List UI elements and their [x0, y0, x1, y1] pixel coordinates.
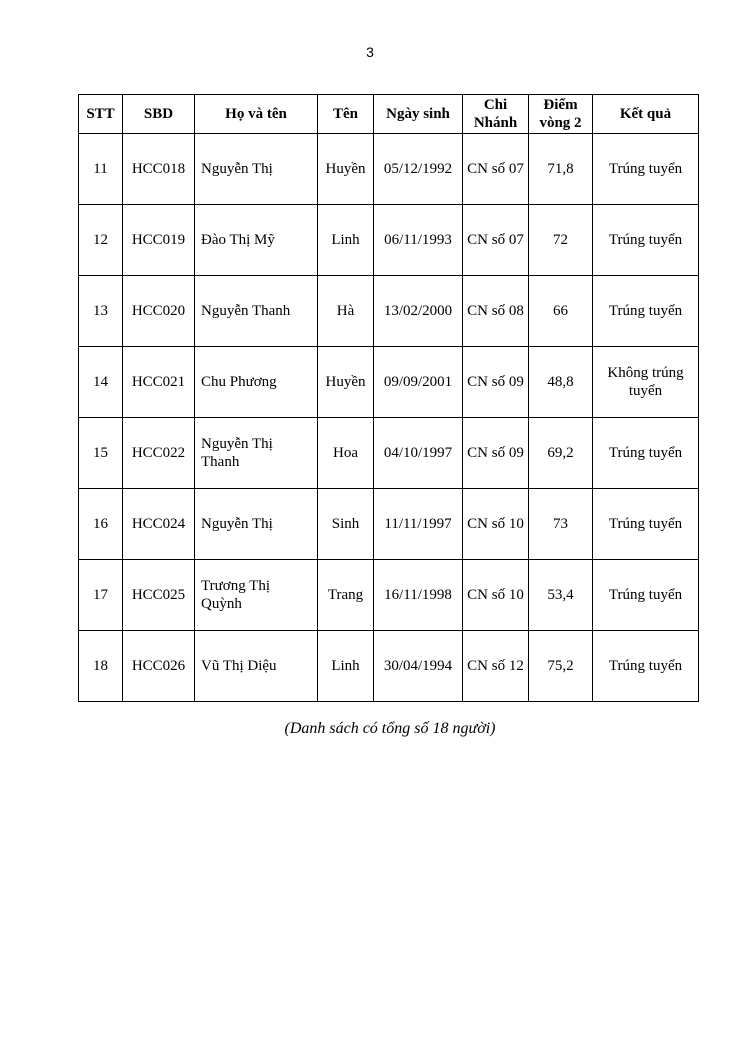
cell-stt: 11 [79, 134, 123, 205]
header-score: Điểm vòng 2 [529, 95, 593, 134]
cell-given-name: Huyền [318, 347, 374, 418]
cell-dob: 09/09/2001 [374, 347, 463, 418]
table-row [79, 276, 699, 347]
header-sbd: SBD [123, 95, 195, 134]
header-dob: Ngày sinh [374, 95, 463, 134]
cell-result: Trúng tuyển [593, 205, 699, 276]
cell-full-name: Chu Phương [195, 347, 318, 418]
cell-given-name: Trang [318, 560, 374, 631]
cell-score: 69,2 [529, 418, 593, 489]
table-row [79, 489, 699, 560]
cell-sbd: HCC020 [123, 276, 195, 347]
cell-result: Trúng tuyển [593, 276, 699, 347]
cell-sbd: HCC022 [123, 418, 195, 489]
cell-full-name: Nguyễn Thị [195, 489, 318, 560]
cell-full-name: Trương Thị Quỳnh [195, 560, 318, 631]
header-result: Kết quả [593, 95, 699, 134]
cell-given-name: Hà [318, 276, 374, 347]
cell-sbd: HCC019 [123, 205, 195, 276]
cell-score: 66 [529, 276, 593, 347]
cell-result: Trúng tuyển [593, 560, 699, 631]
cell-full-name: Đào Thị Mỹ [195, 205, 318, 276]
cell-result: Trúng tuyển [593, 489, 699, 560]
cell-given-name: Linh [318, 631, 374, 702]
cell-full-name: Nguyễn Thị Thanh [195, 418, 318, 489]
cell-dob: 30/04/1994 [374, 631, 463, 702]
header-stt: STT [79, 95, 123, 134]
cell-stt: 13 [79, 276, 123, 347]
cell-score: 53,4 [529, 560, 593, 631]
table-header-row [79, 95, 699, 134]
cell-branch: CN số 08 [463, 276, 529, 347]
page-number: 3 [366, 44, 374, 60]
cell-branch: CN số 07 [463, 205, 529, 276]
cell-score: 73 [529, 489, 593, 560]
cell-branch: CN số 10 [463, 560, 529, 631]
cell-sbd: HCC021 [123, 347, 195, 418]
cell-score: 75,2 [529, 631, 593, 702]
cell-score: 71,8 [529, 134, 593, 205]
table-row [79, 631, 699, 702]
cell-stt: 16 [79, 489, 123, 560]
cell-dob: 06/11/1993 [374, 205, 463, 276]
cell-result: Trúng tuyển [593, 418, 699, 489]
header-branch: Chi Nhánh [463, 95, 529, 134]
cell-dob: 13/02/2000 [374, 276, 463, 347]
cell-result: Không trúng tuyển [593, 347, 699, 418]
cell-branch: CN số 07 [463, 134, 529, 205]
cell-branch: CN số 10 [463, 489, 529, 560]
cell-full-name: Vũ Thị Diệu [195, 631, 318, 702]
table-row [79, 560, 699, 631]
cell-full-name: Nguyễn Thanh [195, 276, 318, 347]
cell-sbd: HCC025 [123, 560, 195, 631]
table-row [79, 134, 699, 205]
cell-sbd: HCC018 [123, 134, 195, 205]
cell-dob: 05/12/1992 [374, 134, 463, 205]
header-full-name: Họ và tên [195, 95, 318, 134]
cell-dob: 11/11/1997 [374, 489, 463, 560]
cell-branch: CN số 09 [463, 347, 529, 418]
cell-given-name: Sinh [318, 489, 374, 560]
table-row [79, 205, 699, 276]
cell-branch: CN số 12 [463, 631, 529, 702]
cell-stt: 12 [79, 205, 123, 276]
cell-result: Trúng tuyển [593, 631, 699, 702]
cell-branch: CN số 09 [463, 418, 529, 489]
cell-given-name: Hoa [318, 418, 374, 489]
cell-given-name: Linh [318, 205, 374, 276]
cell-stt: 15 [79, 418, 123, 489]
cell-full-name: Nguyễn Thị [195, 134, 318, 205]
cell-stt: 18 [79, 631, 123, 702]
cell-score: 48,8 [529, 347, 593, 418]
table-row [79, 418, 699, 489]
cell-sbd: HCC026 [123, 631, 195, 702]
cell-score: 72 [529, 205, 593, 276]
results-table [78, 94, 699, 702]
cell-sbd: HCC024 [123, 489, 195, 560]
cell-result: Trúng tuyển [593, 134, 699, 205]
cell-given-name: Huyền [318, 134, 374, 205]
cell-dob: 04/10/1997 [374, 418, 463, 489]
cell-stt: 17 [79, 560, 123, 631]
cell-dob: 16/11/1998 [374, 560, 463, 631]
list-total-note: (Danh sách có tổng số 18 người) [284, 720, 496, 737]
table-row [79, 347, 699, 418]
cell-stt: 14 [79, 347, 123, 418]
header-given-name: Tên [318, 95, 374, 134]
